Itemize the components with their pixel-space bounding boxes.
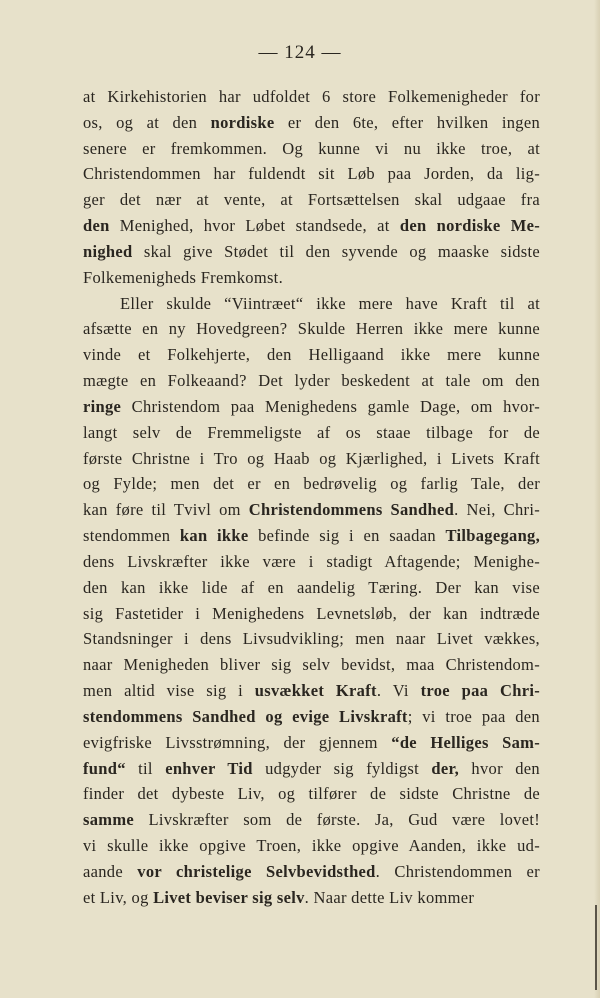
bold-text: stendommens Sandhed og evige Livskraft [83,706,408,726]
text-line [83,756,540,782]
text-line [83,394,540,420]
bold-text: “de Helliges Sam- [391,732,540,752]
text-segment: Eller skulde “Viintræet“ ikke mere have Kraft til at [120,293,540,313]
text-segment: sig Fastetider i Menighedens Levnetsløb, der kan indtræde [83,603,540,623]
text-segment: og Fylde; men det er en bedrøvelig og farlig Tale, der [83,474,540,494]
text-segment: første Christne i Tro og Haab og Kjærlighed, i Livets Kraft [83,448,540,468]
text-segment: men altid vise sig i [83,681,255,701]
bold-text: Livet beviser sig selv [153,887,305,907]
text-line [83,885,540,911]
bold-text: ringe [83,396,122,416]
text-line [83,807,540,833]
bold-text: den nordiske Me- [399,216,540,236]
text-line [83,652,540,678]
bold-text: Tilbagegang, [445,526,541,546]
text-segment: evigfriske Livsstrømning, der gjennem [83,732,392,752]
text-line [83,678,540,704]
text-line [83,316,540,342]
text-segment: os, og at den [83,112,211,132]
text-line [83,626,540,652]
bold-text: kan ikke [179,526,249,546]
text-line [83,239,540,265]
text-segment: naar Menigheden bliver sig selv bevidst, maa Christendom- [83,655,540,675]
text-segment: mægte en Folkeaand? Det lyder beskedent at tale om den [83,371,540,391]
text-segment: at Kirkehistorien har udfoldet 6 store Folkemenigheder for [83,87,540,106]
text-line [83,833,540,859]
text-segment: afsætte en ny Hovedgreen? Skulde Herren ikke mere kunne [83,319,540,339]
text-line [83,265,540,291]
text-line [83,342,540,368]
bold-text: usvækket Kraft [254,681,377,701]
text-line [83,704,540,730]
text-segment: vinde et Folkehjerte, den Helligaand ikke mere kunne [83,345,540,365]
text-line [83,730,540,756]
text-line [83,187,540,213]
page-edge-shadow [594,0,600,998]
text-segment: Livskræfter som de første. Ja, Gud være lovet! [133,810,540,830]
text-segment: udgyder sig fyldigst [252,758,432,778]
text-segment: skal give Stødet til den syvende og maaske sidste [132,241,540,261]
text-segment: et Liv, og [83,887,154,907]
text-segment: kan føre til Tvivl om [83,500,249,520]
page-edge-mark [595,905,597,990]
text-line [83,213,540,239]
page-number: — 124 — [258,42,342,63]
text-line [83,601,540,627]
text-segment: langt selv de Fremmeligste af os staae tilbage for de [83,422,540,442]
text-line [83,859,540,885]
body-text [83,84,540,911]
text-segment: vi skulle ikke opgive Troen, ikke opgive Aanden, ikke ud- [83,836,540,856]
text-segment: befinde sig i en saadan [248,526,446,546]
text-segment: stendommen [83,526,180,546]
text-line [83,84,540,110]
text-segment: hvor den [459,758,540,778]
text-line [83,523,540,549]
bold-text: enhver Tid [165,758,253,778]
text-segment: er den 6te, efter hvilken ingen [274,112,540,132]
paragraph [83,291,540,911]
text-line [83,549,540,575]
bold-text: samme [83,810,134,830]
bold-text: den [83,216,110,236]
text-line [83,420,540,446]
text-segment: Christendom paa Menighedens gamle Dage, om hvor- [121,396,540,416]
text-segment: ger det nær at vente, at Fortsættelsen skal udgaae fra [83,190,540,210]
text-segment: finder det dybeste Liv, og tilfører de sidste Christne de [83,784,540,804]
text-segment: ; vi troe paa den [407,706,540,726]
text-segment: . Naar dette Liv kommer [304,887,475,907]
text-segment: . Nei, Chri- [454,500,540,520]
text-line [83,368,540,394]
bold-text: fund“ [83,758,126,778]
text-segment: Folkemenigheds Fremkomst. [83,267,283,287]
paragraph [83,84,540,291]
text-segment: aande [83,861,138,881]
text-segment: Christendommen har fuldendt sit Løb paa Jorden, da lig- [83,164,540,184]
text-line [83,497,540,523]
text-line [83,446,540,472]
text-line [83,781,540,807]
bold-text: troe paa Chri- [420,681,540,701]
text-segment: dens Livskræfter ikke være i stadigt Aftagende; Menighe- [83,551,540,571]
text-segment: . Vi [376,681,421,701]
text-line [83,136,540,162]
text-line [83,471,540,497]
text-line [83,575,540,601]
bold-text: vor christelige Selvbevidsthed [137,861,376,881]
text-segment: senere er fremkommen. Og kunne vi nu ikke troe, at [83,138,540,158]
text-line [83,161,540,187]
text-segment: den kan ikke lide af en aandelig Tæring. Der kan vise [83,577,540,597]
text-segment: . Christendommen er [375,861,540,881]
bold-text: Christendommens Sandhed [248,500,455,520]
text-line [83,291,540,317]
bold-text: der, [431,758,460,778]
text-line [83,110,540,136]
text-segment: Standsninger i dens Livsudvikling; men naar Livet vækkes, [83,629,540,649]
bold-text: nighed [83,241,133,261]
bold-text: nordiske [210,112,275,132]
text-segment: til [125,758,166,778]
text-segment: Menighed, hvor Løbet standsede, at [109,216,400,236]
